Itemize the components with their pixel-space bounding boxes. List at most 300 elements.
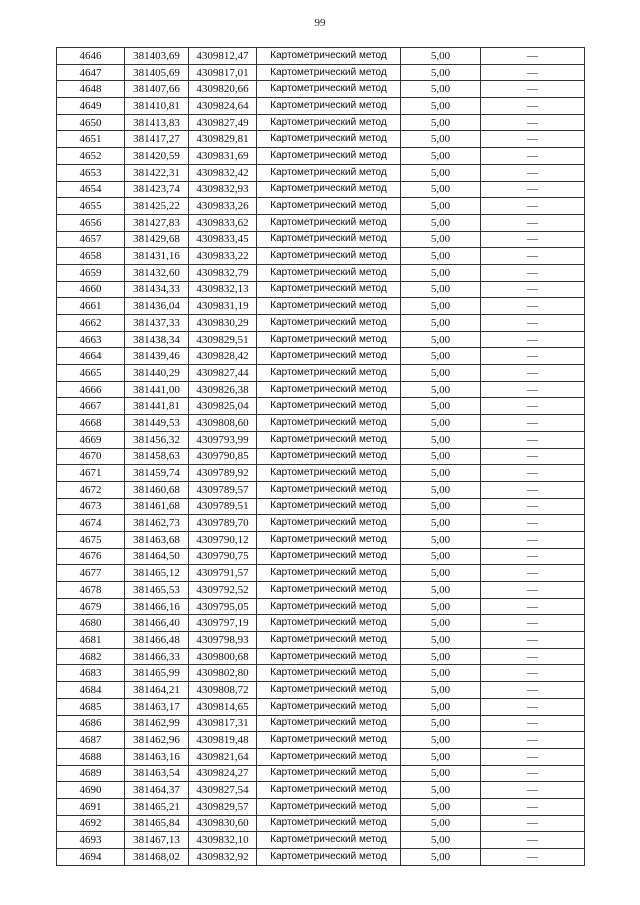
point-number-cell: 4664 bbox=[57, 348, 125, 365]
y-coordinate-cell: 4309833,26 bbox=[189, 198, 257, 215]
accuracy-cell: 5,00 bbox=[401, 815, 481, 832]
method-cell: Картометрический метод bbox=[257, 381, 401, 398]
accuracy-cell: 5,00 bbox=[401, 615, 481, 632]
x-coordinate-cell: 381465,84 bbox=[125, 815, 189, 832]
point-number-cell: 4656 bbox=[57, 214, 125, 231]
description-cell: — bbox=[481, 298, 585, 315]
accuracy-cell: 5,00 bbox=[401, 81, 481, 98]
x-coordinate-cell: 381431,16 bbox=[125, 248, 189, 265]
description-cell: — bbox=[481, 315, 585, 332]
point-number-cell: 4682 bbox=[57, 648, 125, 665]
y-coordinate-cell: 4309819,48 bbox=[189, 732, 257, 749]
table-row bbox=[57, 632, 585, 649]
description-cell: — bbox=[481, 264, 585, 281]
point-number-cell: 4691 bbox=[57, 798, 125, 815]
point-number-cell: 4652 bbox=[57, 148, 125, 165]
accuracy-cell: 5,00 bbox=[401, 849, 481, 866]
y-coordinate-cell: 4309829,81 bbox=[189, 131, 257, 148]
coordinates-table-body bbox=[57, 48, 585, 866]
table-row bbox=[57, 715, 585, 732]
table-row bbox=[57, 582, 585, 599]
x-coordinate-cell: 381459,74 bbox=[125, 465, 189, 482]
y-coordinate-cell: 4309789,92 bbox=[189, 465, 257, 482]
method-cell: Картометрический метод bbox=[257, 415, 401, 432]
accuracy-cell: 5,00 bbox=[401, 782, 481, 799]
accuracy-cell: 5,00 bbox=[401, 148, 481, 165]
y-coordinate-cell: 4309821,64 bbox=[189, 748, 257, 765]
x-coordinate-cell: 381439,46 bbox=[125, 348, 189, 365]
description-cell: — bbox=[481, 98, 585, 115]
description-cell: — bbox=[481, 381, 585, 398]
table-row bbox=[57, 732, 585, 749]
point-number-cell: 4675 bbox=[57, 531, 125, 548]
method-cell: Картометрический метод bbox=[257, 815, 401, 832]
method-cell: Картометрический метод bbox=[257, 214, 401, 231]
method-cell: Картометрический метод bbox=[257, 548, 401, 565]
accuracy-cell: 5,00 bbox=[401, 164, 481, 181]
table-row bbox=[57, 548, 585, 565]
accuracy-cell: 5,00 bbox=[401, 298, 481, 315]
x-coordinate-cell: 381465,21 bbox=[125, 798, 189, 815]
accuracy-cell: 5,00 bbox=[401, 315, 481, 332]
accuracy-cell: 5,00 bbox=[401, 231, 481, 248]
method-cell: Картометрический метод bbox=[257, 64, 401, 81]
description-cell: — bbox=[481, 48, 585, 65]
method-cell: Картометрический метод bbox=[257, 798, 401, 815]
accuracy-cell: 5,00 bbox=[401, 531, 481, 548]
x-coordinate-cell: 381410,81 bbox=[125, 98, 189, 115]
method-cell: Картометрический метод bbox=[257, 281, 401, 298]
table-row bbox=[57, 264, 585, 281]
x-coordinate-cell: 381463,54 bbox=[125, 765, 189, 782]
x-coordinate-cell: 381463,17 bbox=[125, 698, 189, 715]
y-coordinate-cell: 4309798,93 bbox=[189, 632, 257, 649]
accuracy-cell: 5,00 bbox=[401, 448, 481, 465]
method-cell: Картометрический метод bbox=[257, 682, 401, 699]
x-coordinate-cell: 381440,29 bbox=[125, 365, 189, 382]
point-number-cell: 4672 bbox=[57, 481, 125, 498]
y-coordinate-cell: 4309833,45 bbox=[189, 231, 257, 248]
table-row bbox=[57, 114, 585, 131]
description-cell: — bbox=[481, 648, 585, 665]
table-row bbox=[57, 315, 585, 332]
accuracy-cell: 5,00 bbox=[401, 114, 481, 131]
point-number-cell: 4670 bbox=[57, 448, 125, 465]
y-coordinate-cell: 4309817,01 bbox=[189, 64, 257, 81]
point-number-cell: 4655 bbox=[57, 198, 125, 215]
accuracy-cell: 5,00 bbox=[401, 198, 481, 215]
accuracy-cell: 5,00 bbox=[401, 715, 481, 732]
method-cell: Картометрический метод bbox=[257, 114, 401, 131]
accuracy-cell: 5,00 bbox=[401, 498, 481, 515]
method-cell: Картометрический метод bbox=[257, 448, 401, 465]
table-row bbox=[57, 515, 585, 532]
point-number-cell: 4665 bbox=[57, 365, 125, 382]
x-coordinate-cell: 381403,69 bbox=[125, 48, 189, 65]
x-coordinate-cell: 381464,21 bbox=[125, 682, 189, 699]
point-number-cell: 4689 bbox=[57, 765, 125, 782]
x-coordinate-cell: 381468,02 bbox=[125, 849, 189, 866]
table-row bbox=[57, 398, 585, 415]
description-cell: — bbox=[481, 131, 585, 148]
point-number-cell: 4692 bbox=[57, 815, 125, 832]
description-cell: — bbox=[481, 214, 585, 231]
table-row bbox=[57, 665, 585, 682]
method-cell: Картометрический метод bbox=[257, 398, 401, 415]
table-row bbox=[57, 765, 585, 782]
y-coordinate-cell: 4309833,62 bbox=[189, 214, 257, 231]
y-coordinate-cell: 4309793,99 bbox=[189, 431, 257, 448]
y-coordinate-cell: 4309820,66 bbox=[189, 81, 257, 98]
method-cell: Картометрический метод bbox=[257, 298, 401, 315]
point-number-cell: 4662 bbox=[57, 315, 125, 332]
point-number-cell: 4676 bbox=[57, 548, 125, 565]
table-row bbox=[57, 231, 585, 248]
x-coordinate-cell: 381458,63 bbox=[125, 448, 189, 465]
method-cell: Картометрический метод bbox=[257, 181, 401, 198]
description-cell: — bbox=[481, 515, 585, 532]
accuracy-cell: 5,00 bbox=[401, 381, 481, 398]
accuracy-cell: 5,00 bbox=[401, 131, 481, 148]
y-coordinate-cell: 4309832,10 bbox=[189, 832, 257, 849]
method-cell: Картометрический метод bbox=[257, 782, 401, 799]
description-cell: — bbox=[481, 448, 585, 465]
method-cell: Картометрический метод bbox=[257, 765, 401, 782]
x-coordinate-cell: 381441,00 bbox=[125, 381, 189, 398]
table-row bbox=[57, 164, 585, 181]
point-number-cell: 4647 bbox=[57, 64, 125, 81]
point-number-cell: 4646 bbox=[57, 48, 125, 65]
point-number-cell: 4658 bbox=[57, 248, 125, 265]
x-coordinate-cell: 381405,69 bbox=[125, 64, 189, 81]
point-number-cell: 4663 bbox=[57, 331, 125, 348]
description-cell: — bbox=[481, 348, 585, 365]
table-row bbox=[57, 648, 585, 665]
x-coordinate-cell: 381462,99 bbox=[125, 715, 189, 732]
table-row bbox=[57, 431, 585, 448]
accuracy-cell: 5,00 bbox=[401, 365, 481, 382]
description-cell: — bbox=[481, 615, 585, 632]
description-cell: — bbox=[481, 64, 585, 81]
accuracy-cell: 5,00 bbox=[401, 748, 481, 765]
x-coordinate-cell: 381461,68 bbox=[125, 498, 189, 515]
y-coordinate-cell: 4309790,85 bbox=[189, 448, 257, 465]
description-cell: — bbox=[481, 582, 585, 599]
accuracy-cell: 5,00 bbox=[401, 398, 481, 415]
x-coordinate-cell: 381425,22 bbox=[125, 198, 189, 215]
table-row bbox=[57, 64, 585, 81]
point-number-cell: 4648 bbox=[57, 81, 125, 98]
method-cell: Картометрический метод bbox=[257, 849, 401, 866]
description-cell: — bbox=[481, 164, 585, 181]
x-coordinate-cell: 381467,13 bbox=[125, 832, 189, 849]
table-row bbox=[57, 298, 585, 315]
point-number-cell: 4684 bbox=[57, 682, 125, 699]
accuracy-cell: 5,00 bbox=[401, 465, 481, 482]
point-number-cell: 4677 bbox=[57, 565, 125, 582]
y-coordinate-cell: 4309828,42 bbox=[189, 348, 257, 365]
description-cell: — bbox=[481, 849, 585, 866]
method-cell: Картометрический метод bbox=[257, 481, 401, 498]
description-cell: — bbox=[481, 431, 585, 448]
y-coordinate-cell: 4309831,19 bbox=[189, 298, 257, 315]
table-row bbox=[57, 381, 585, 398]
table-row bbox=[57, 348, 585, 365]
y-coordinate-cell: 4309825,04 bbox=[189, 398, 257, 415]
y-coordinate-cell: 4309808,72 bbox=[189, 682, 257, 699]
y-coordinate-cell: 4309830,60 bbox=[189, 815, 257, 832]
accuracy-cell: 5,00 bbox=[401, 331, 481, 348]
description-cell: — bbox=[481, 815, 585, 832]
method-cell: Картометрический метод bbox=[257, 598, 401, 615]
point-number-cell: 4679 bbox=[57, 598, 125, 615]
y-coordinate-cell: 4309832,92 bbox=[189, 849, 257, 866]
table-row bbox=[57, 415, 585, 432]
table-row bbox=[57, 798, 585, 815]
y-coordinate-cell: 4309832,42 bbox=[189, 164, 257, 181]
method-cell: Картометрический метод bbox=[257, 565, 401, 582]
table-row bbox=[57, 682, 585, 699]
description-cell: — bbox=[481, 481, 585, 498]
y-coordinate-cell: 4309791,57 bbox=[189, 565, 257, 582]
accuracy-cell: 5,00 bbox=[401, 348, 481, 365]
y-coordinate-cell: 4309800,68 bbox=[189, 648, 257, 665]
x-coordinate-cell: 381465,99 bbox=[125, 665, 189, 682]
point-number-cell: 4667 bbox=[57, 398, 125, 415]
accuracy-cell: 5,00 bbox=[401, 281, 481, 298]
point-number-cell: 4688 bbox=[57, 748, 125, 765]
description-cell: — bbox=[481, 398, 585, 415]
description-cell: — bbox=[481, 281, 585, 298]
table-row bbox=[57, 48, 585, 65]
x-coordinate-cell: 381465,53 bbox=[125, 582, 189, 599]
y-coordinate-cell: 4309808,60 bbox=[189, 415, 257, 432]
point-number-cell: 4654 bbox=[57, 181, 125, 198]
y-coordinate-cell: 4309830,29 bbox=[189, 315, 257, 332]
y-coordinate-cell: 4309827,49 bbox=[189, 114, 257, 131]
description-cell: — bbox=[481, 198, 585, 215]
y-coordinate-cell: 4309797,19 bbox=[189, 615, 257, 632]
accuracy-cell: 5,00 bbox=[401, 415, 481, 432]
accuracy-cell: 5,00 bbox=[401, 515, 481, 532]
accuracy-cell: 5,00 bbox=[401, 481, 481, 498]
method-cell: Картометрический метод bbox=[257, 632, 401, 649]
method-cell: Картометрический метод bbox=[257, 615, 401, 632]
accuracy-cell: 5,00 bbox=[401, 264, 481, 281]
method-cell: Картометрический метод bbox=[257, 164, 401, 181]
description-cell: — bbox=[481, 148, 585, 165]
y-coordinate-cell: 4309795,05 bbox=[189, 598, 257, 615]
method-cell: Картометрический метод bbox=[257, 732, 401, 749]
method-cell: Картометрический метод bbox=[257, 832, 401, 849]
table-row bbox=[57, 448, 585, 465]
x-coordinate-cell: 381413,83 bbox=[125, 114, 189, 131]
accuracy-cell: 5,00 bbox=[401, 632, 481, 649]
y-coordinate-cell: 4309812,47 bbox=[189, 48, 257, 65]
x-coordinate-cell: 381429,68 bbox=[125, 231, 189, 248]
x-coordinate-cell: 381462,73 bbox=[125, 515, 189, 532]
description-cell: — bbox=[481, 832, 585, 849]
table-row bbox=[57, 248, 585, 265]
method-cell: Картометрический метод bbox=[257, 231, 401, 248]
accuracy-cell: 5,00 bbox=[401, 732, 481, 749]
point-number-cell: 4678 bbox=[57, 582, 125, 599]
table-row bbox=[57, 98, 585, 115]
description-cell: — bbox=[481, 765, 585, 782]
x-coordinate-cell: 381420,59 bbox=[125, 148, 189, 165]
method-cell: Картометрический метод bbox=[257, 331, 401, 348]
description-cell: — bbox=[481, 81, 585, 98]
point-number-cell: 4690 bbox=[57, 782, 125, 799]
x-coordinate-cell: 381423,74 bbox=[125, 181, 189, 198]
x-coordinate-cell: 381427,83 bbox=[125, 214, 189, 231]
method-cell: Картометрический метод bbox=[257, 648, 401, 665]
method-cell: Картометрический метод bbox=[257, 131, 401, 148]
table-row bbox=[57, 331, 585, 348]
accuracy-cell: 5,00 bbox=[401, 548, 481, 565]
x-coordinate-cell: 381456,32 bbox=[125, 431, 189, 448]
table-row bbox=[57, 565, 585, 582]
point-number-cell: 4650 bbox=[57, 114, 125, 131]
point-number-cell: 4693 bbox=[57, 832, 125, 849]
x-coordinate-cell: 381441,81 bbox=[125, 398, 189, 415]
table-row bbox=[57, 531, 585, 548]
x-coordinate-cell: 381465,12 bbox=[125, 565, 189, 582]
point-number-cell: 4659 bbox=[57, 264, 125, 281]
table-row bbox=[57, 498, 585, 515]
table-row bbox=[57, 849, 585, 866]
description-cell: — bbox=[481, 498, 585, 515]
y-coordinate-cell: 4309827,54 bbox=[189, 782, 257, 799]
accuracy-cell: 5,00 bbox=[401, 698, 481, 715]
x-coordinate-cell: 381466,33 bbox=[125, 648, 189, 665]
description-cell: — bbox=[481, 732, 585, 749]
point-number-cell: 4660 bbox=[57, 281, 125, 298]
point-number-cell: 4674 bbox=[57, 515, 125, 532]
description-cell: — bbox=[481, 415, 585, 432]
method-cell: Картометрический метод bbox=[257, 515, 401, 532]
x-coordinate-cell: 381438,34 bbox=[125, 331, 189, 348]
table-row bbox=[57, 365, 585, 382]
y-coordinate-cell: 4309826,38 bbox=[189, 381, 257, 398]
accuracy-cell: 5,00 bbox=[401, 64, 481, 81]
accuracy-cell: 5,00 bbox=[401, 598, 481, 615]
x-coordinate-cell: 381464,50 bbox=[125, 548, 189, 565]
coordinates-table bbox=[56, 47, 585, 866]
y-coordinate-cell: 4309832,93 bbox=[189, 181, 257, 198]
x-coordinate-cell: 381463,68 bbox=[125, 531, 189, 548]
x-coordinate-cell: 381434,33 bbox=[125, 281, 189, 298]
point-number-cell: 4680 bbox=[57, 615, 125, 632]
table-row bbox=[57, 698, 585, 715]
description-cell: — bbox=[481, 181, 585, 198]
point-number-cell: 4668 bbox=[57, 415, 125, 432]
accuracy-cell: 5,00 bbox=[401, 798, 481, 815]
description-cell: — bbox=[481, 798, 585, 815]
table-row bbox=[57, 148, 585, 165]
method-cell: Картометрический метод bbox=[257, 48, 401, 65]
method-cell: Картометрический метод bbox=[257, 248, 401, 265]
y-coordinate-cell: 4309789,57 bbox=[189, 481, 257, 498]
description-cell: — bbox=[481, 782, 585, 799]
x-coordinate-cell: 381432,60 bbox=[125, 264, 189, 281]
table-row bbox=[57, 481, 585, 498]
accuracy-cell: 5,00 bbox=[401, 214, 481, 231]
table-row bbox=[57, 598, 585, 615]
y-coordinate-cell: 4309790,12 bbox=[189, 531, 257, 548]
point-number-cell: 4661 bbox=[57, 298, 125, 315]
description-cell: — bbox=[481, 682, 585, 699]
point-number-cell: 4651 bbox=[57, 131, 125, 148]
accuracy-cell: 5,00 bbox=[401, 648, 481, 665]
point-number-cell: 4657 bbox=[57, 231, 125, 248]
description-cell: — bbox=[481, 632, 585, 649]
y-coordinate-cell: 4309827,44 bbox=[189, 365, 257, 382]
table-row bbox=[57, 81, 585, 98]
y-coordinate-cell: 4309824,27 bbox=[189, 765, 257, 782]
table-row bbox=[57, 131, 585, 148]
accuracy-cell: 5,00 bbox=[401, 665, 481, 682]
x-coordinate-cell: 381422,31 bbox=[125, 164, 189, 181]
accuracy-cell: 5,00 bbox=[401, 682, 481, 699]
accuracy-cell: 5,00 bbox=[401, 431, 481, 448]
x-coordinate-cell: 381407,66 bbox=[125, 81, 189, 98]
y-coordinate-cell: 4309829,51 bbox=[189, 331, 257, 348]
y-coordinate-cell: 4309833,22 bbox=[189, 248, 257, 265]
point-number-cell: 4686 bbox=[57, 715, 125, 732]
accuracy-cell: 5,00 bbox=[401, 181, 481, 198]
method-cell: Картометрический метод bbox=[257, 81, 401, 98]
x-coordinate-cell: 381464,37 bbox=[125, 782, 189, 799]
description-cell: — bbox=[481, 665, 585, 682]
x-coordinate-cell: 381463,16 bbox=[125, 748, 189, 765]
description-cell: — bbox=[481, 114, 585, 131]
description-cell: — bbox=[481, 465, 585, 482]
y-coordinate-cell: 4309832,79 bbox=[189, 264, 257, 281]
y-coordinate-cell: 4309790,75 bbox=[189, 548, 257, 565]
method-cell: Картометрический метод bbox=[257, 465, 401, 482]
y-coordinate-cell: 4309814,65 bbox=[189, 698, 257, 715]
description-cell: — bbox=[481, 748, 585, 765]
point-number-cell: 4685 bbox=[57, 698, 125, 715]
x-coordinate-cell: 381460,68 bbox=[125, 481, 189, 498]
accuracy-cell: 5,00 bbox=[401, 765, 481, 782]
accuracy-cell: 5,00 bbox=[401, 48, 481, 65]
point-number-cell: 4653 bbox=[57, 164, 125, 181]
method-cell: Картометрический метод bbox=[257, 348, 401, 365]
x-coordinate-cell: 381466,16 bbox=[125, 598, 189, 615]
method-cell: Картометрический метод bbox=[257, 531, 401, 548]
point-number-cell: 4683 bbox=[57, 665, 125, 682]
y-coordinate-cell: 4309831,69 bbox=[189, 148, 257, 165]
y-coordinate-cell: 4309832,13 bbox=[189, 281, 257, 298]
table-row bbox=[57, 782, 585, 799]
point-number-cell: 4666 bbox=[57, 381, 125, 398]
x-coordinate-cell: 381436,04 bbox=[125, 298, 189, 315]
point-number-cell: 4681 bbox=[57, 632, 125, 649]
description-cell: — bbox=[481, 531, 585, 548]
method-cell: Картометрический метод bbox=[257, 148, 401, 165]
description-cell: — bbox=[481, 365, 585, 382]
point-number-cell: 4669 bbox=[57, 431, 125, 448]
table-row bbox=[57, 748, 585, 765]
method-cell: Картометрический метод bbox=[257, 431, 401, 448]
method-cell: Картометрический метод bbox=[257, 498, 401, 515]
x-coordinate-cell: 381417,27 bbox=[125, 131, 189, 148]
accuracy-cell: 5,00 bbox=[401, 248, 481, 265]
method-cell: Картометрический метод bbox=[257, 315, 401, 332]
description-cell: — bbox=[481, 698, 585, 715]
